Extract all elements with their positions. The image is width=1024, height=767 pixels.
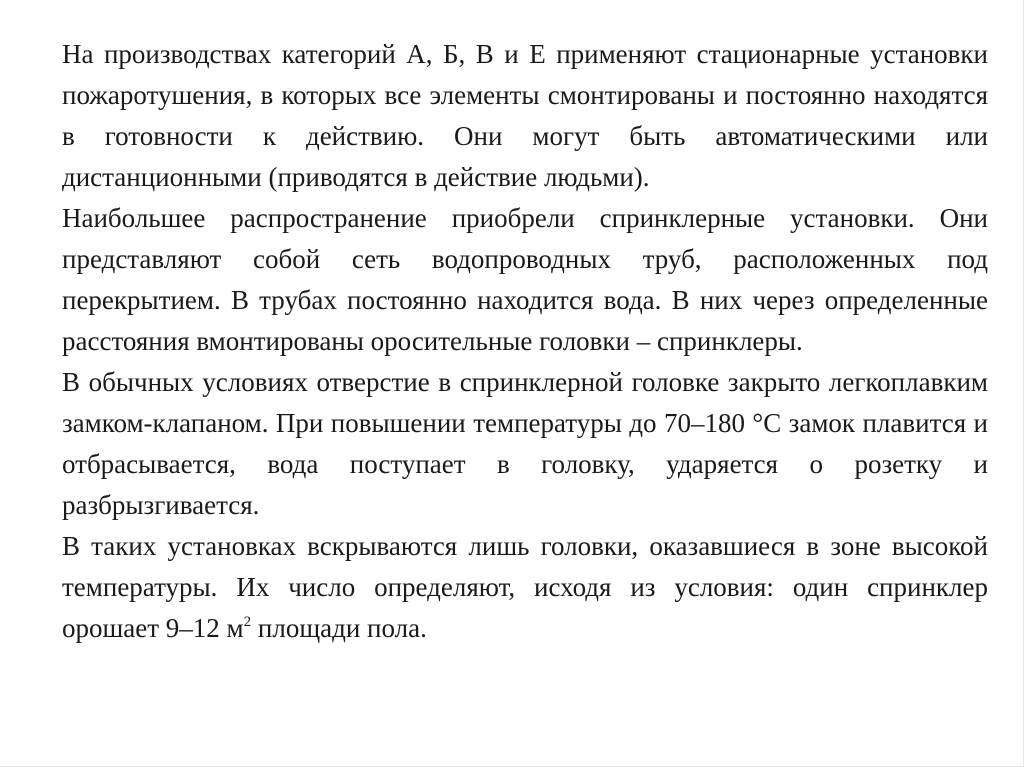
coverage-text-end: площади пола. (251, 613, 427, 643)
coverage-text: В таких установках вскрываются лишь головки, оказавшиеся в зоне высокой температуры. Их число определяют, исходя из условия: один спринклер орошает 9–12 м (62, 531, 988, 643)
document-body (62, 34, 988, 649)
superscript-squared: 2 (243, 614, 252, 630)
paragraph-sprinkler-head: В обычных условиях отверстие в спринклерной головке закрыто легкоплавким замком-клапаном. При повышении температуры до 70–180 °С замок плавится и отбрасывается, вода поступает в головку, ударяется о розетку и разбрызгивается. (62, 367, 988, 520)
paragraph-sprinkler-installations: Наибольшее распространение приобрели спринклерные установки. Они представляют собой сеть водопроводных труб, расположенных под перекрытием. В трубах постоянно находится вода. В них через определенные расстояния вмонтированы оросительные головки – спринклеры. (62, 203, 988, 356)
paragraph-sprinkler-coverage (62, 526, 988, 649)
paragraph-stationary-installations: На производствах категорий А, Б, В и Е применяют стационарные установки пожаротушения, в которых все элементы смонтированы и постоянно находятся в готовности к действию. Они могут быть автоматическими или дистанционными (приводятся в действие людьми). (62, 39, 988, 192)
